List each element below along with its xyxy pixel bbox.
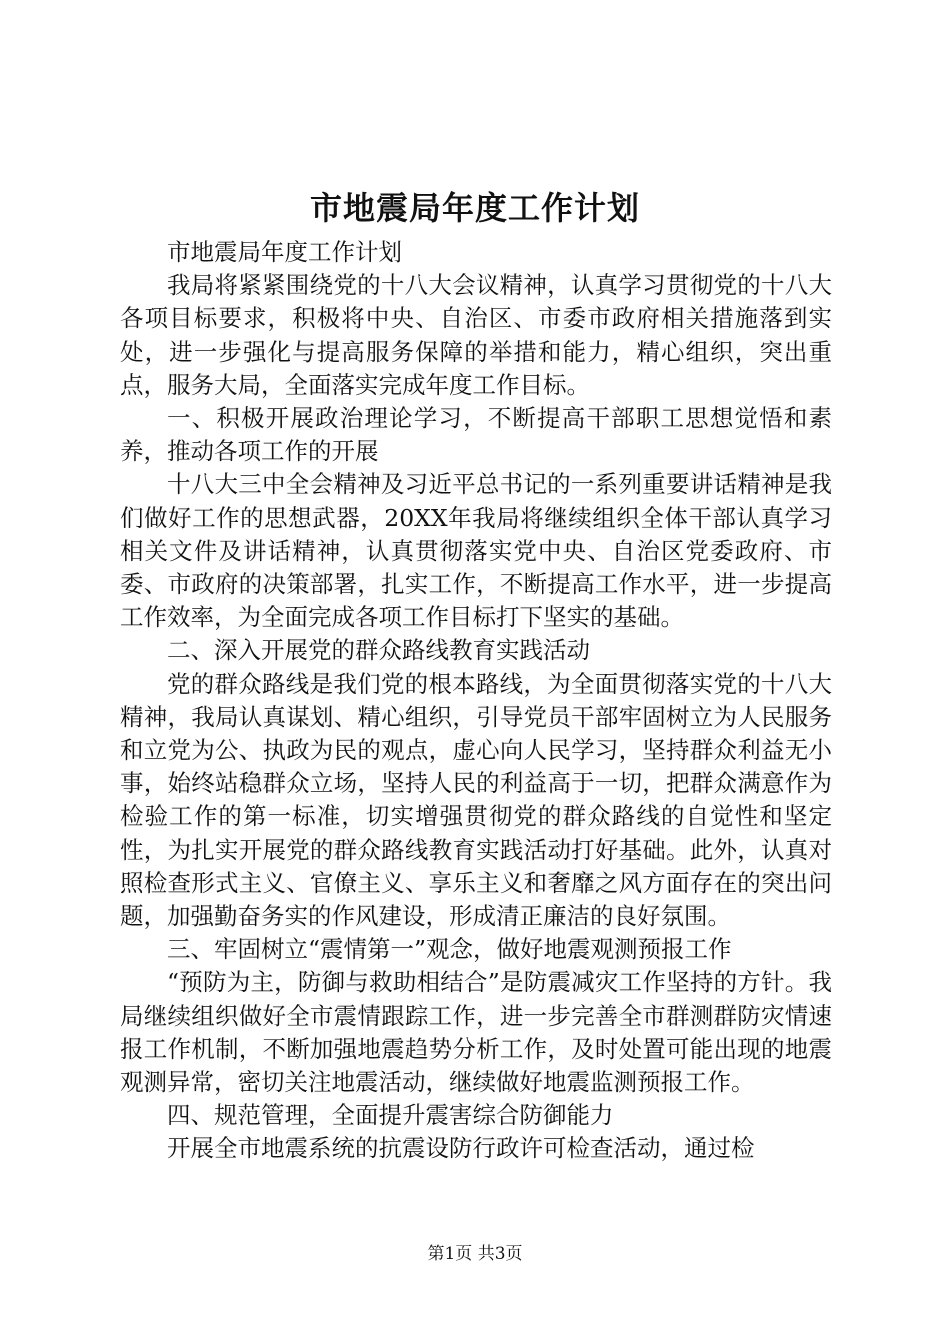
section-heading-3: 三、牢固树立“震情第一”观念，做好地震观测预报工作 (167, 935, 732, 964)
paragraph-section-2: 党的群众路线是我们党的根本路线，为全面贯彻落实党的十八大精神，我局认真谋划、精心组织，引导党员干部牢固树立为人民服务和立党为公、执政为民的观点，虚心向人民学习，坚持群众利益无小事，始终站稳群众立场，坚持人民的利益高于一切，把群众满意作为检验工作的第一标准，切实增强贯彻党的群众路线的自觉性和坚定性，为扎实开展党的群众路线教育实践活动打好基础。此外，认真对照检查形式主义、官僚主义、享乐主义和奢靡之风方面存在的突出问题，加强勤奋务实的作风建设，形成清正廉洁的良好氛围。 (120, 669, 832, 931)
paragraph-section-3: “预防为主，防御与救助相结合”是防震减灾工作坚持的方针。我局继续组织做好全市震情跟踪工作，进一步完善全市群测群防灾情速报工作机制，不断加强地震趋势分析工作，及时处置可能出现的地震观测异常，密切关注地震活动，继续做好地震监测预报工作。 (120, 968, 832, 1097)
document-body (120, 236, 832, 1166)
section-heading-1: 一、积极开展政治理论学习，不断提高干部职工思想觉悟和素养，推动各项工作的开展 (120, 404, 832, 466)
document-title: 市地震局年度工作计划 (309, 189, 640, 227)
paragraph-section-4: 开展全市地震系统的抗震设防行政许可检查活动，通过检 (167, 1134, 755, 1163)
page-footer: 第1页 共3页 (427, 1244, 523, 1264)
paragraph-section-1: 十八大三中全会精神及习近平总书记的一系列重要讲话精神是我们做好工作的思想武器，20XX年我局将继续组织全体干部认真学习相关文件及讲话精神，认真贯彻落实党中央、自治区党委政府、市委、市政府的决策部署，扎实工作，不断提高工作水平，进一步提高工作效率，为全面完成各项工作目标打下坚实的基础。 (120, 470, 832, 632)
subtitle-line: 市地震局年度工作计划 (167, 238, 402, 266)
section-heading-2: 二、深入开展党的群众路线教育实践活动 (167, 636, 590, 665)
section-heading-4: 四、规范管理，全面提升震害综合防御能力 (167, 1101, 614, 1130)
paragraph-intro: 我局将紧紧围绕党的十八大会议精神，认真学习贯彻党的十八大各项目标要求，积极将中央、自治区、市委市政府相关措施落到实处，进一步强化与提高服务保障的举措和能力，精心组织，突出重点，服务大局，全面落实完成年度工作目标。 (120, 271, 832, 399)
